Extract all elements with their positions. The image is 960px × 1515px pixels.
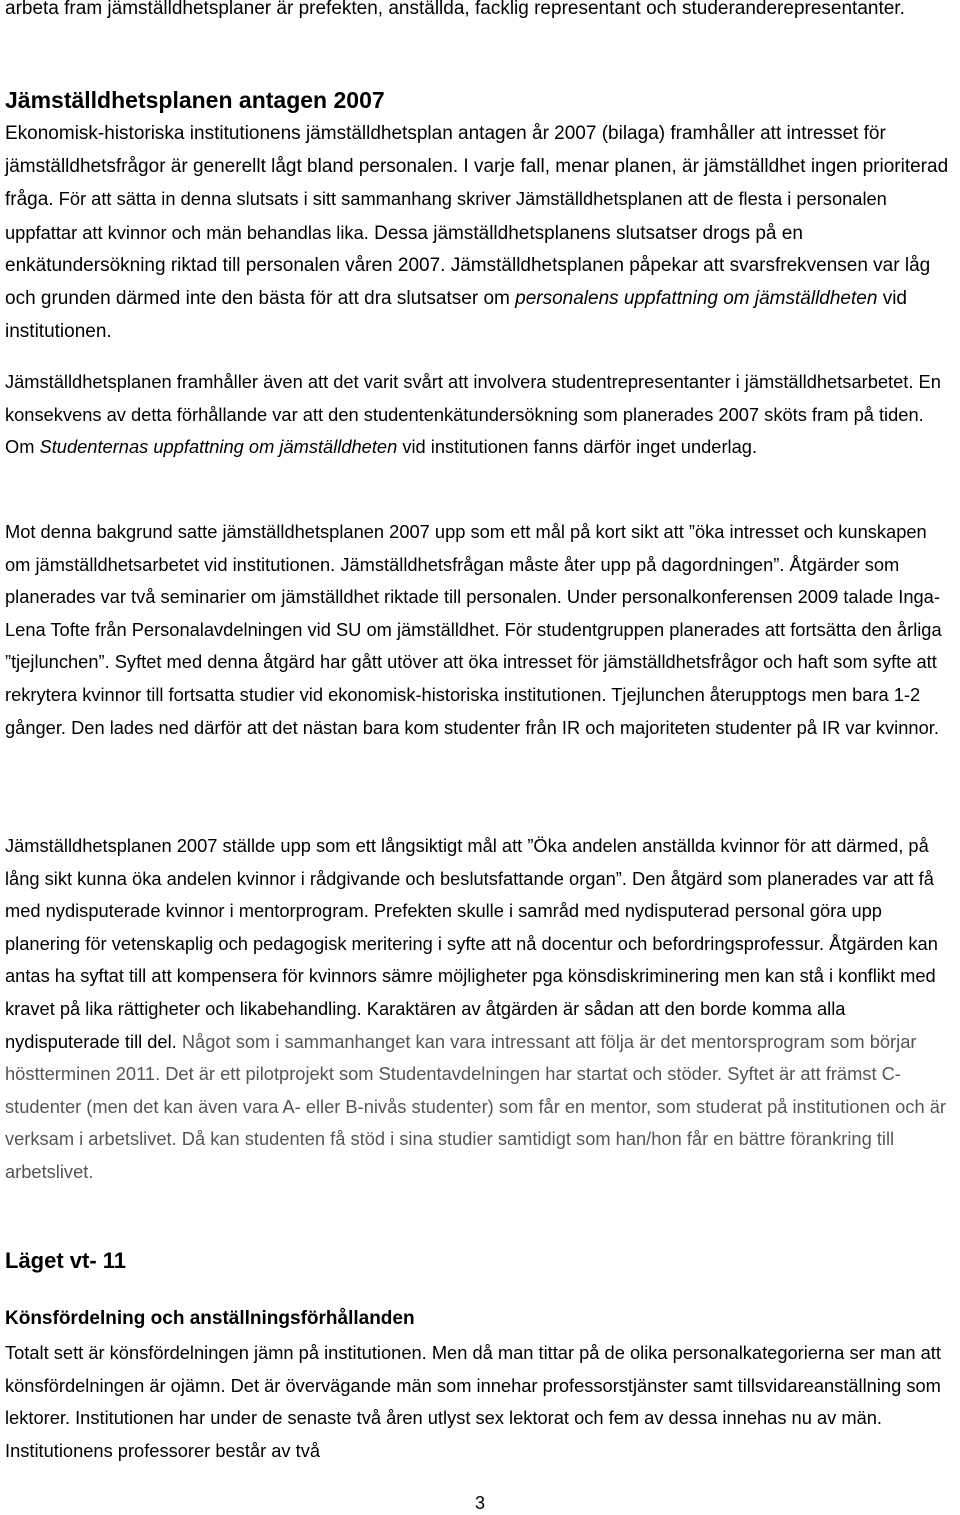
intro-paragraph: arbeta fram jämställdhetsplaner är prefekten, anställda, facklig representant och studeranderepresentanter. (5, 0, 905, 19)
text-plan-italic-staff: personalens uppfattning om jämställdheten (515, 287, 878, 309)
text-students-intro: Jämställdhetsplanen framhåller även att det varit svårt att involvera studentrepresentanter i jämställdhetsarbetet. En konsekvens av detta förhållande var att den studentenkätundersökning som planerades 2007 sköts fram på tiden. Om (5, 371, 941, 458)
text-students-italic: Studenternas uppfattning om jämställdheten (39, 436, 398, 458)
paragraph-long-term-goal (5, 830, 957, 1189)
paragraph-short-term-goal: Mot denna bakgrund satte jämställdhetsplanen 2007 upp som ett mål på kort sikt att ”öka intresset och kunskapen om jämställdhetsarbetet vid institutionen. Jämställdhetsfrågan måste åter upp på dagordningen”. Åtgärder som planerades var två seminarier om jämställdhet riktade till personalen. Under personalkonferensen 2009 talade Inga-Lena Tofte från Personalavdelningen vid SU om jämställdhet. För studentgruppen planerades att fortsätta den årliga ”tjejlunchen”. Syftet med denna åtgärd har gått utöver att öka intresset för jämställdhetsfrågor och haft som syfte att rekrytera kvinnor till fortsatta studier vid ekonomisk-historiska institutionen. Tjejlunchen återupptogs men bara 1-2 gånger. Den lades ned därför att det nästan bara kom studenter från IR och majoriteten studenter på IR var kvinnor. (5, 521, 942, 738)
paragraph-gender-distribution: Totalt sett är könsfördelningen jämn på institutionen. Men då man tittar på de olika personalkategorierna ser man att könsfördelningen är ojämn. Det är övervägande män som innehar professorstjänster samt tillsvidareanställning som lektorer. Institutionen har under de senaste två åren utlyst sex lektorat och fem av dessa innehas nu av män. Institutionens professorer består av två (5, 1342, 941, 1461)
page-number: 3 (474, 1493, 485, 1513)
text-long-term-goal: Jämställdhetsplanen 2007 ställde upp som ett långsiktigt mål att ”Öka andelen anställda kvinnor för att därmed, på lång sikt kunna öka andelen kvinnor i rådgivande och beslutsfattande organ”. Den åtgärd som planerades var att få med nydisputerade kvinnor i mentorprogram. Prefekten skulle i samråd med nydisputerad personal göra upp planering för vetenskaplig och pedagogisk meritering i syfte att nå docentur och befordringsprofessur. Åtgärden kan antas ha syftat till att kompensera för kvinnors sämre möjligheter pga könsdiskriminering men kan stå i konflikt med kravet på lika rättigheter och likabehandling. Karaktären av åtgärden är sådan att den borde komma alla nydisputerade till del. (5, 835, 938, 1052)
text-plan-intro: Ekonomisk-historiska institutionens jämställdhetsplan antagen år 2007 (bilaga) framhåller att intresset för jämställdhetsfrågor är generellt lågt bland personalen. I varje fall, menar planen, är jämställdhet ingen prioriterad fråga. (5, 123, 949, 211)
text-mentor-program: Något som i sammanhanget kan vara intressant att följa är det mentorsprogram som börjar höstterminen 2011. Det är ett pilotprojekt som Studentavdelningen har startat och stöder. Syftet är att främst C-studenter (men det kan även vara A- eller B-nivås studenter) som får en mentor, som studerat på institutionen och är verksam i arbetslivet. Då kan studenten få stöd i sina studier samtidigt som han/hon får en bättre förankring till arbetslivet. (5, 1030, 946, 1182)
paragraph-student-representatives (5, 366, 957, 464)
subheading-gender-distribution: Könsfördelning och anställningsförhållanden (5, 1308, 415, 1329)
text-students-end: vid institutionen fanns därför inget underlag. (397, 436, 758, 458)
text-plan-survey: Dessa jämställdhetsplanens slutsatser drogs på en enkätundersökning riktad till personalen våren 2007. (5, 222, 803, 277)
text-plan-end: vid institutionen. (5, 287, 907, 342)
text-plan-context: För att sätta in denna slutsats i sitt sammanhang skriver Jämställdhetsplanen att de flesta i personalen uppfattar att kvinnor och män behandlas lika. (5, 188, 887, 243)
text-plan-response-rate: Jämställdhetsplanen påpekar att svarsfrekvensen var låg och grunden därmed inte den bästa för att dra slutsatser om (5, 255, 931, 309)
section-heading-status-vt11: Läget vt- 11 (5, 1248, 127, 1273)
paragraph-plan-summary (5, 118, 957, 348)
section-heading-plan-2007: Jämställdhetsplanen antagen 2007 (5, 87, 385, 113)
